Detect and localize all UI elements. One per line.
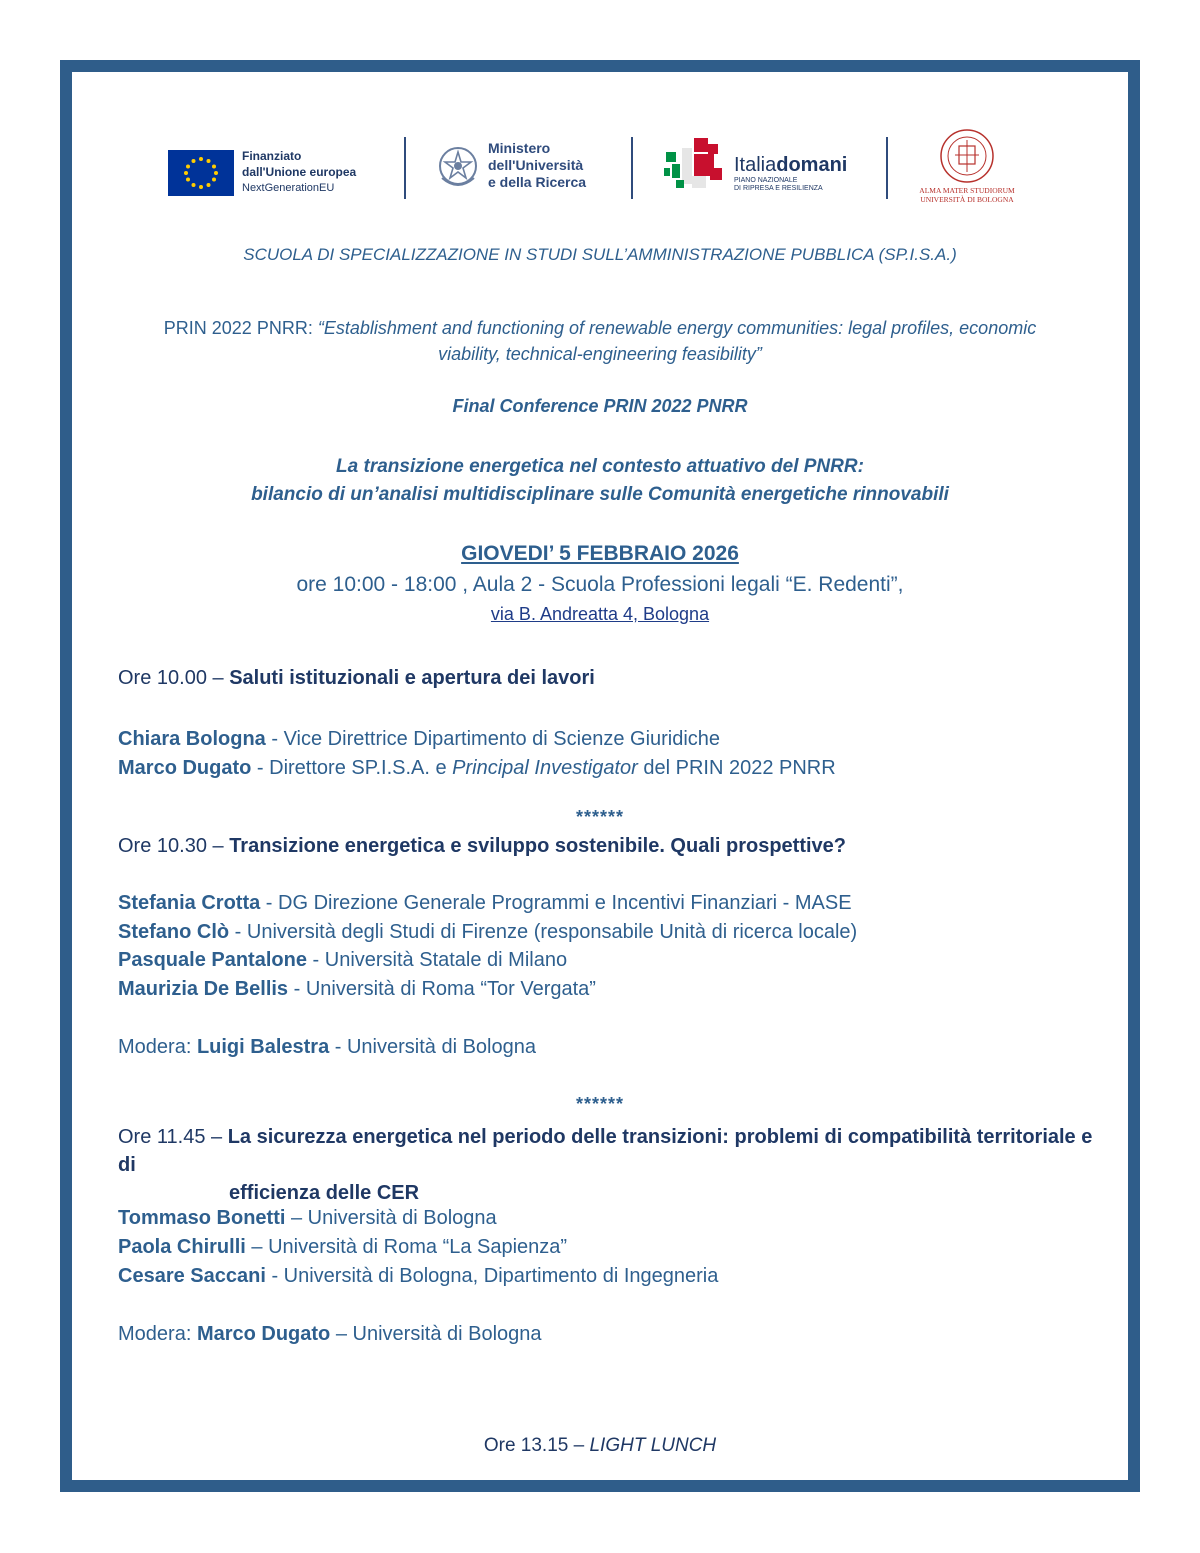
- event-date: [0, 542, 1200, 566]
- speaker-role: Università di Bologna: [307, 1207, 497, 1229]
- subtitle-line1: La transizione energetica nel contesto attuativo del PNRR:: [336, 456, 864, 477]
- section-separator: ******: [575, 807, 625, 827]
- session-2-time: Ore 10.30 –: [118, 835, 230, 857]
- address-link[interactable]: via B. Andreatta 4, Bologna: [490, 604, 710, 624]
- moderator-label: Modera:: [118, 1323, 197, 1345]
- italiadomani-sub2: DI RIPRESA E RESILIENZA: [734, 185, 823, 192]
- mur-logo: [436, 140, 616, 196]
- speaker-role: del PRIN 2022 PNRR: [637, 757, 836, 779]
- logo-divider: [404, 137, 406, 199]
- session-3-time: Ore 11.45 –: [118, 1126, 228, 1148]
- event-time-place: ore 10:00 - 18:00 , Aula 2 - Scuola Professioni legali “E. Redenti”,: [296, 573, 904, 596]
- speaker-name: Cesare Saccani: [118, 1265, 266, 1287]
- speaker-row: [118, 921, 857, 944]
- eu-line1: Finanziato: [242, 149, 302, 163]
- speaker-name: Chiara Bologna: [118, 728, 266, 750]
- speaker-name: Paola Chirulli: [118, 1236, 246, 1258]
- speaker-row: [118, 1236, 567, 1259]
- speaker-name: Stefano Clò: [118, 921, 230, 943]
- speaker-role: Direttore SP.I.S.A. e: [269, 757, 453, 779]
- eu-line2: dall'Unione europea: [242, 165, 357, 179]
- event-date-text: GIOVEDI’ 5 FEBBRAIO 2026: [461, 542, 739, 565]
- session-1-time: Ore 10.00 –: [118, 667, 230, 689]
- speaker-name: Stefania Crotta: [118, 892, 261, 914]
- speaker-role: Università Statale di Milano: [324, 949, 568, 971]
- speaker-name: Pasquale Pantalone: [118, 949, 307, 971]
- prin-prefix: PRIN 2022 PNRR:: [163, 318, 318, 338]
- mur-line1: Ministero: [488, 140, 551, 156]
- speaker-sep: -: [229, 921, 247, 943]
- italiadomani-logo: [664, 138, 864, 198]
- logo-divider: [886, 137, 888, 199]
- eu-flag-icon: [168, 150, 234, 196]
- speaker-sep: -: [260, 892, 279, 914]
- unibo-line1: ALMA MATER STUDIORUM: [919, 186, 1015, 195]
- moderator-name: Marco Dugato: [196, 1323, 331, 1345]
- moderator-label: Modera:: [118, 1036, 197, 1058]
- speaker-sep: -: [251, 757, 270, 779]
- mur-line3: e della Ricerca: [488, 174, 587, 190]
- unibo-seal-icon: [939, 128, 995, 184]
- speaker-row: [118, 1207, 497, 1230]
- speaker-name: Tommaso Bonetti: [118, 1207, 286, 1229]
- event-address: [0, 604, 1200, 625]
- italian-emblem-icon: [436, 142, 480, 192]
- speaker-name: Maurizia De Bellis: [118, 978, 289, 1000]
- speaker-role: Università degli Studi di Firenze (responsabile Unità di ricerca locale): [246, 921, 858, 943]
- speaker-sep: –: [245, 1236, 269, 1258]
- session-2-topic: Transizione energetica e sviluppo sostenibile. Quali prospettive?: [229, 835, 847, 857]
- eu-line3: NextGenerationEU: [242, 182, 335, 194]
- unibo-logo: [912, 128, 1022, 206]
- speaker-role: Vice Direttrice Dipartimento di Scienze Giuridiche: [283, 728, 721, 750]
- lunch-line: [0, 1435, 1200, 1457]
- italiadomani-brand-a: Italia: [734, 154, 777, 176]
- lunch-label: LIGHT LUNCH: [589, 1435, 717, 1456]
- moderator-sep: –: [330, 1323, 353, 1345]
- logo-divider: [631, 137, 633, 199]
- session-3: [118, 1123, 1098, 1207]
- italiadomani-sub1: PIANO NAZIONALE: [734, 177, 798, 184]
- speaker-role: Università di Roma “Tor Vergata”: [305, 978, 596, 1000]
- session-2: [118, 835, 846, 858]
- school-title: SCUOLA DI SPECIALIZZAZIONE IN STUDI SULL’AMMINISTRAZIONE PUBBLICA (SP.I.S.A.): [243, 245, 957, 264]
- speaker-sep: -: [265, 1265, 284, 1287]
- speaker-row: [118, 757, 836, 780]
- speaker-role: Università di Roma “La Sapienza”: [268, 1236, 568, 1258]
- prin-title: [0, 315, 1200, 367]
- unibo-line2: UNIVERSITÀ DI BOLOGNA: [920, 195, 1014, 204]
- speaker-row: [118, 728, 720, 751]
- moderator-role: Università di Bologna: [346, 1036, 536, 1058]
- session-1-topic: Saluti istituzionali e apertura dei lavori: [229, 667, 595, 689]
- speaker-sep: –: [285, 1207, 308, 1229]
- speaker-sep: -: [288, 978, 306, 1000]
- moderator-row: [118, 1036, 536, 1059]
- moderator-row: [118, 1323, 542, 1346]
- session-3-topic-line2: efficienza delle CER: [229, 1182, 420, 1204]
- speaker-sep: -: [265, 728, 284, 750]
- mur-line2: dell'Università: [488, 157, 584, 173]
- speaker-role: DG Direzione Generale Programmi e Incentivi Finanziari - MASE: [278, 892, 852, 914]
- moderator-name: Luigi Balestra: [196, 1036, 330, 1058]
- subtitle-line2: bilancio di un’analisi multidisciplinare sulle Comunità energetiche rinnovabili: [251, 484, 949, 505]
- prin-title-line1: “Establishment and functioning of renewable energy communities: legal profiles, economic: [317, 318, 1037, 338]
- speaker-role-italic: Principal Investigator: [452, 757, 638, 779]
- speaker-role: Università di Bologna, Dipartimento di Ingegneria: [283, 1265, 719, 1287]
- italiadomani-brand-b: domani: [776, 154, 848, 176]
- section-separator: ******: [575, 1094, 625, 1114]
- lunch-time: Ore 13.15 –: [483, 1435, 590, 1456]
- speaker-sep: -: [306, 949, 325, 971]
- prin-title-line2: viability, technical-engineering feasibility”: [438, 344, 762, 364]
- eu-logo: [168, 148, 378, 198]
- speaker-row: [118, 949, 567, 972]
- conference-title: Final Conference PRIN 2022 PNRR: [452, 396, 748, 416]
- moderator-sep: -: [329, 1036, 347, 1058]
- speaker-name: Marco Dugato: [118, 757, 252, 779]
- conference-subtitle: [0, 453, 1200, 509]
- moderator-role: Università di Bologna: [352, 1323, 542, 1345]
- italiadomani-mosaic-icon: [664, 138, 726, 194]
- speaker-row: [118, 1265, 718, 1288]
- speaker-row: [118, 978, 596, 1001]
- speaker-row: [118, 892, 852, 915]
- session-3-topic-line1: La sicurezza energetica nel periodo delle transizioni: problemi di compatibilità territoriale e di: [118, 1126, 1093, 1176]
- session-1: [118, 667, 595, 690]
